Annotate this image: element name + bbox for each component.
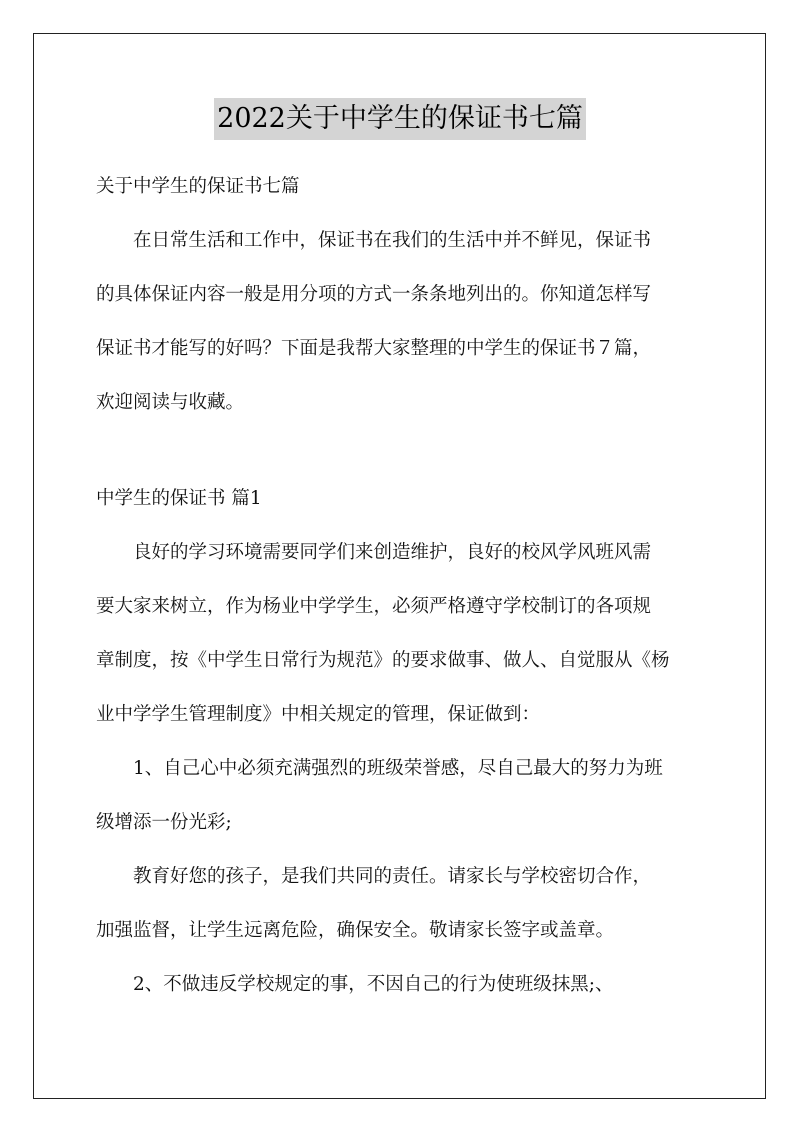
section-heading: 中学生的保证书 篇1	[96, 488, 262, 509]
document-title: 2022关于中学生的保证书七篇	[214, 98, 586, 140]
intro-line: 在日常生活和工作中，保证书在我们的生活中并不鲜见，保证书	[133, 230, 652, 251]
paragraph-line: 良好的学习环境需要同学们来创造维护，良好的校风学风班风需	[133, 542, 652, 563]
intro-line: 的具体保证内容一般是用分项的方式一条条地列出的。你知道怎样写	[96, 284, 652, 305]
subtitle: 关于中学生的保证书七篇	[96, 176, 300, 197]
paragraph-line: 加强监督，让学生远离危险，确保安全。敬请家长签字或盖章。	[96, 920, 615, 941]
paragraph-line: 要大家来树立，作为杨业中学学生，必须严格遵守学校制订的各项规	[96, 596, 652, 617]
intro-block	[96, 160, 706, 430]
list-item-line: 级增添一份光彩;	[96, 812, 232, 833]
intro-line: 欢迎阅读与收藏。	[96, 392, 245, 413]
paragraph-line: 教育好您的孩子，是我们共同的责任。请家长与学校密切合作，	[133, 866, 652, 887]
title-container	[0, 98, 800, 140]
paragraph-line: 章制度，按《中学生日常行为规范》的要求做事、做人、自觉服从《杨	[96, 650, 670, 671]
paragraph-line: 业中学学生管理制度》中相关规定的管理，保证做到：	[96, 704, 541, 725]
intro-line: 保证书才能写的好吗？下面是我帮大家整理的中学生的保证书７篇，	[96, 338, 652, 359]
list-item-line: 2、不做违反学校规定的事，不因自己的行为使班级抹黑;、	[133, 974, 614, 995]
list-item-line: 1、自己心中必须充满强烈的班级荣誉感，尽自己最大的努力为班	[133, 758, 663, 779]
section1-block	[96, 472, 706, 1012]
